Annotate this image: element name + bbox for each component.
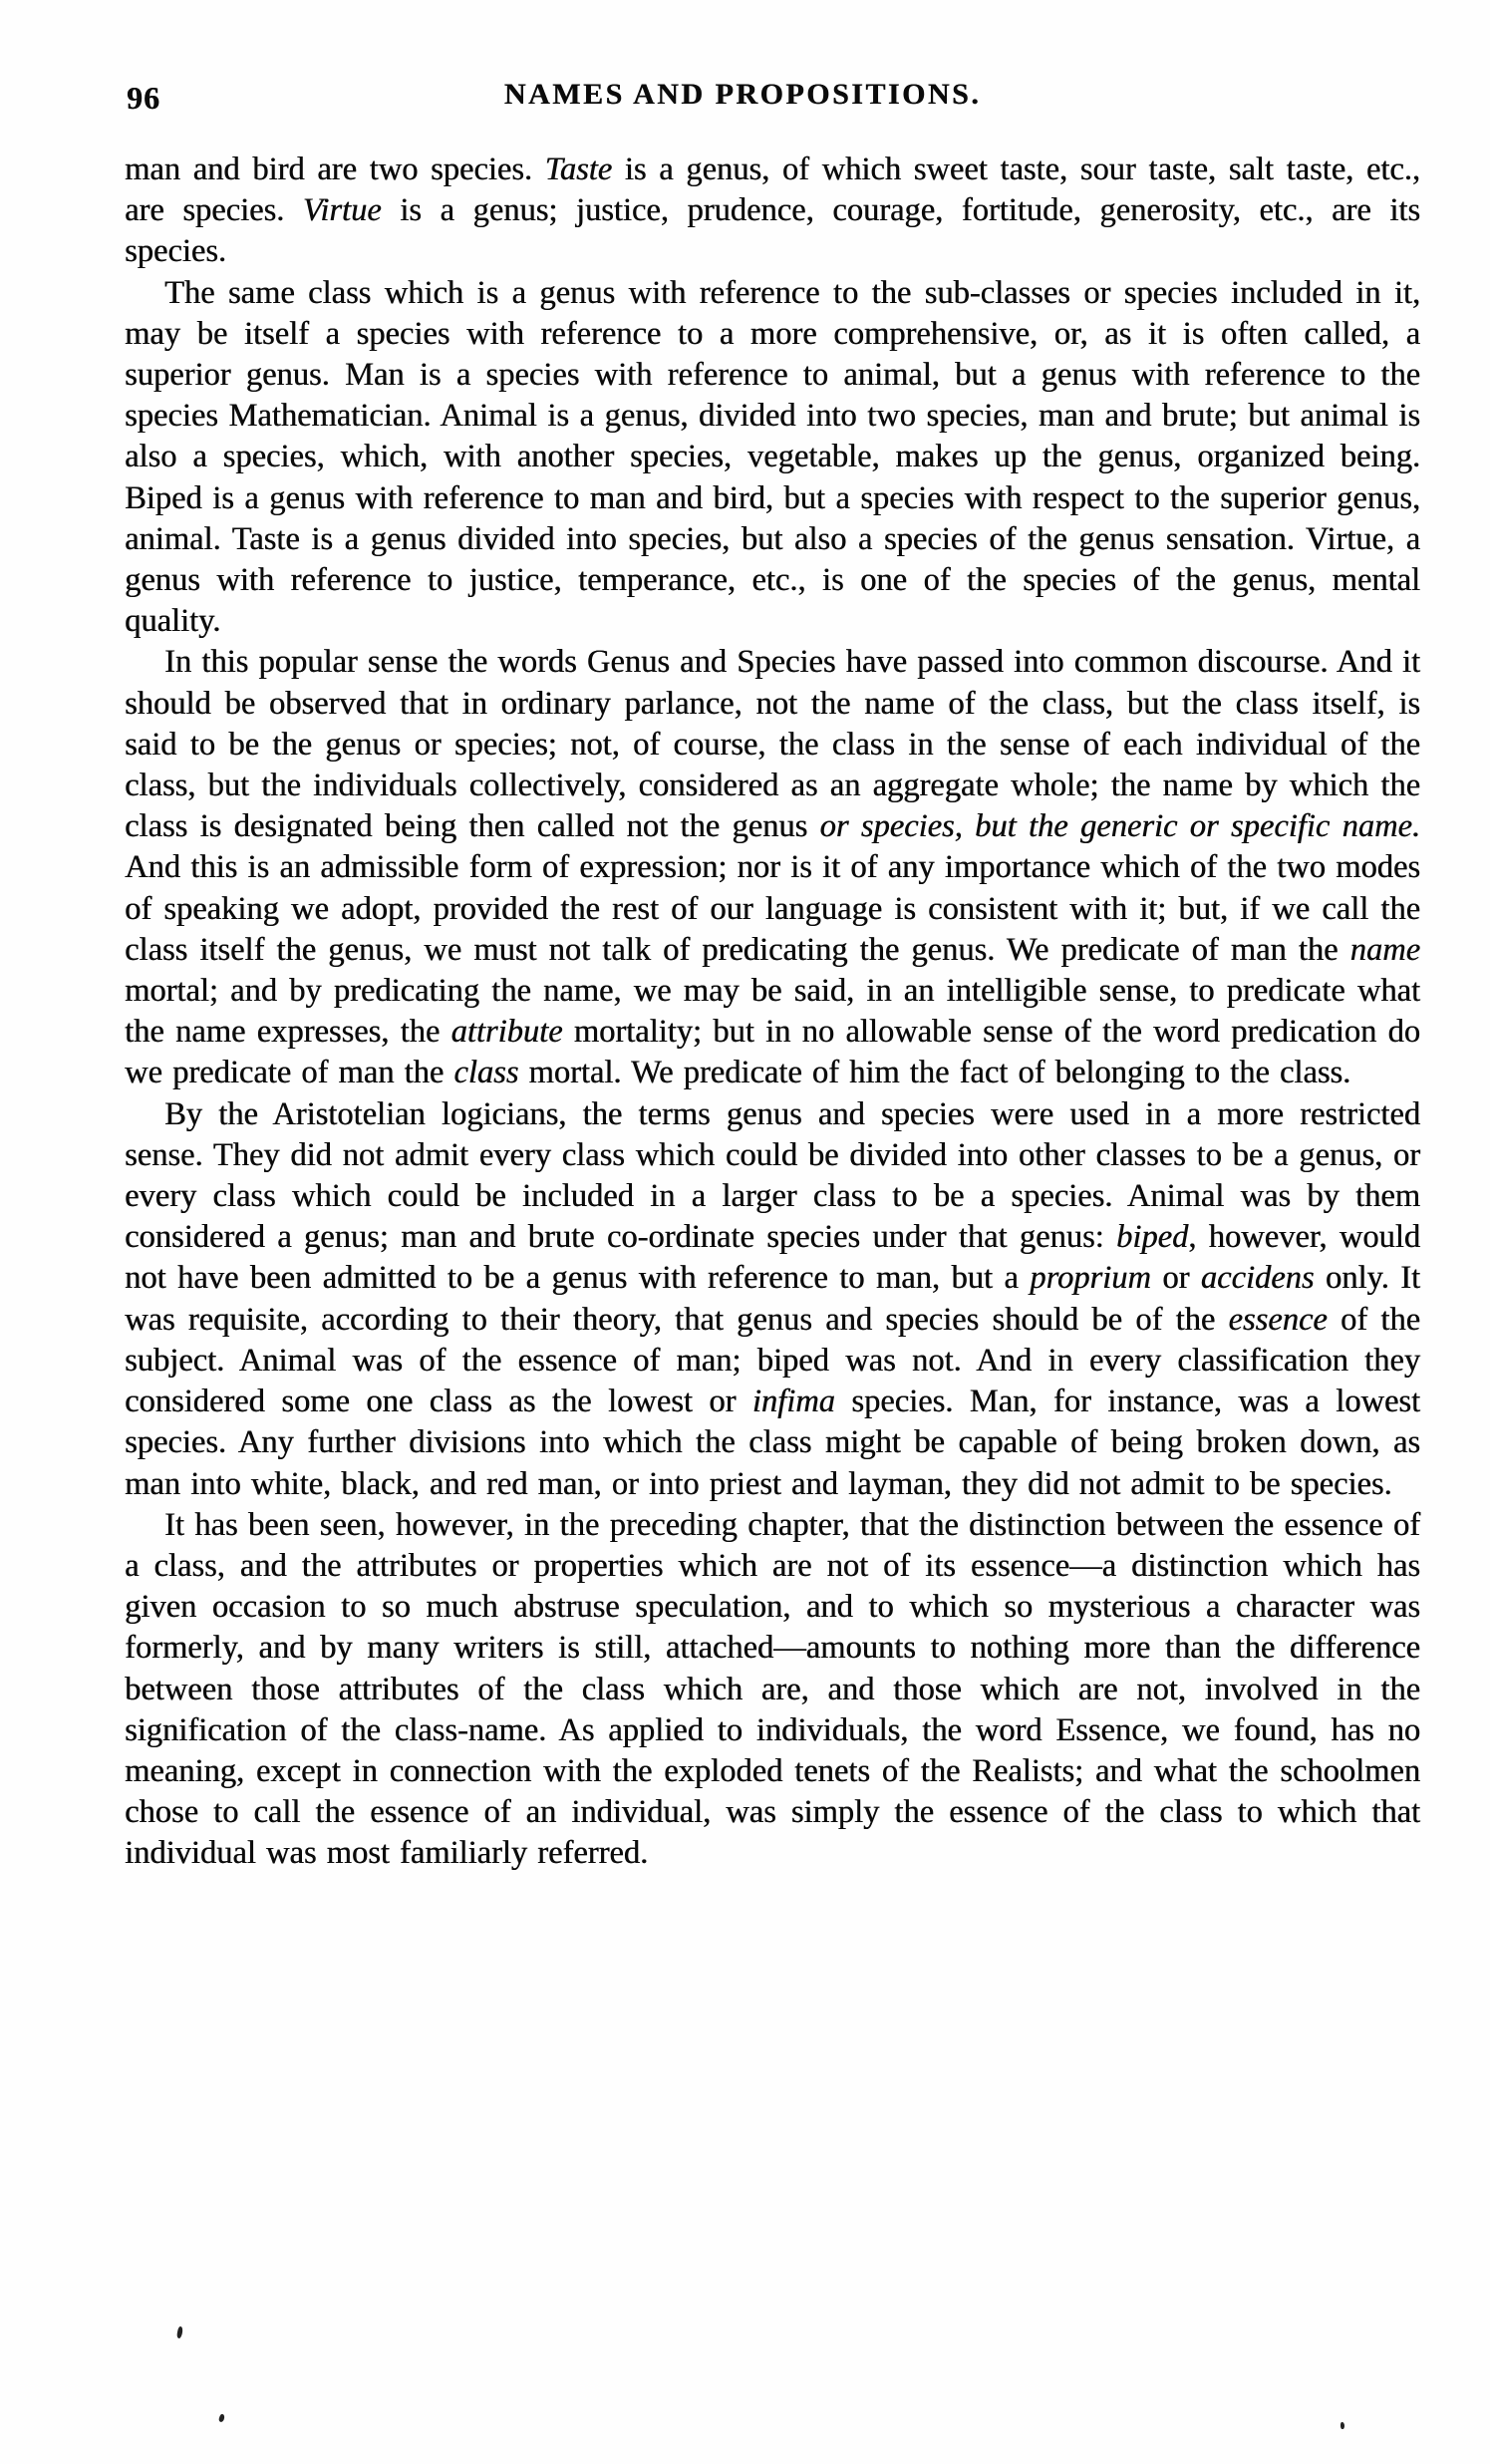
italic-text: or species, but the generic or specific name. [819,808,1420,845]
italic-text: essence [1228,1301,1328,1338]
ink-speck [1341,2422,1344,2429]
paragraph: In this popular sense the words Genus and Species have passed into common discourse. And it should be observed that in ordinary parlance, not the name of the class, but the class itself, is said to be the genus or species; not, of course, the class in the sense of each individual of the class, but the individuals collectively, considered as an aggregate whole; the name by which the class is designated being then called not the genus or species, but the generic or specific name. And this is an admissible form of expression; nor is it of any importance which of the two modes of speaking we adopt, provided the rest of our language is consistent with it; but, if we call the class itself the genus, we must not talk of predicating the genus. We predicate of man the name mortal; and by predicating the name, we may be said, in an intelligible sense, to predicate what the name expresses, the attribute mortality; but in no allowable sense of the word predication do we predicate of man the class mortal. We predicate of him the fact of belonging to the class. [125,644,1420,1091]
page-number: 96 [127,80,160,116]
running-header [125,78,1420,118]
paragraph: By the Aristotelian logicians, the terms genus and species were used in a more restricted sense. They did not admit every class which could be divided into other classes to be a genus, or every class which could be included in a larger class to be a species. Animal was by them considered a genus; man and brute co-ordinate species under that genus: biped, however, would not have been admitted to be a genus with reference to man, but a proprium or accidens only. It was requisite, according to their theory, that genus and species should be of the essence of the subject. Animal was of the essence of man; biped was not. And in every classification they considered some one class as the lowest or infima species. Man, for instance, was a lowest species. Any further divisions into which the class might be capable of being broken down, as man into white, black, and red man, or into priest and layman, they did not admit to be species. [125,1095,1421,1502]
running-title: NAMES AND PROPOSITIONS. [503,78,982,111]
ink-speck [176,2326,183,2339]
italic-text: class [453,1055,519,1091]
italic-text: accidens [1200,1260,1315,1297]
italic-text: attribute [450,1014,563,1051]
italic-text: Virtue [302,192,382,229]
page-body [125,150,1420,1875]
italic-text: proprium [1030,1260,1151,1297]
italic-text: name [1349,931,1420,968]
ink-speck [218,2413,225,2422]
paragraph: The same class which is a genus with reference to the sub-classes or species included in it, may be itself a species with reference to a more comprehensive, or, as it is often called, a superior genus. Man is a species with reference to animal, but a genus with reference to the species Mathematician. Animal is a genus, divided into two species, man and brute; but animal is also a species, which, with another species, vegetable, makes up the genus, organized being. Biped is a genus with reference to man and bird, but a species with respect to the superior genus, animal. Taste is a genus divided into species, but also a species of the genus sensation. Virtue, a genus with reference to justice, temperance, etc., is one of the species of the genus, mental quality. [125,274,1420,640]
italic-text: infima [751,1384,835,1420]
paragraph: man and bird are two species. Taste is a genus, of which sweet taste, sour taste, salt taste, etc., are species. Virtue is a genus; justice, prudence, courage, fortitude, generosity, etc., are its species. [125,152,1420,270]
italic-text: Taste [544,152,613,187]
paragraph: It has been seen, however, in the preceding chapter, that the distinction between the essence of a class, and the attributes or properties which are not of its essence—a distinction which has given occasion to so much abstruse speculation, and to which so mysterious a character was formerly, and by many writers is still, attached—amounts to nothing more than the difference between those attributes of the class which are, and those which are not, involved in the signification of the class-name. As applied to individuals, the word Essence, we found, has no meaning, except in connection with the exploded tenets of the Realists; and what the schoolmen chose to call the essence of an individual, was simply the essence of the class to which that individual was most familiarly referred. [125,1506,1420,1872]
italic-text: biped [1115,1219,1189,1256]
